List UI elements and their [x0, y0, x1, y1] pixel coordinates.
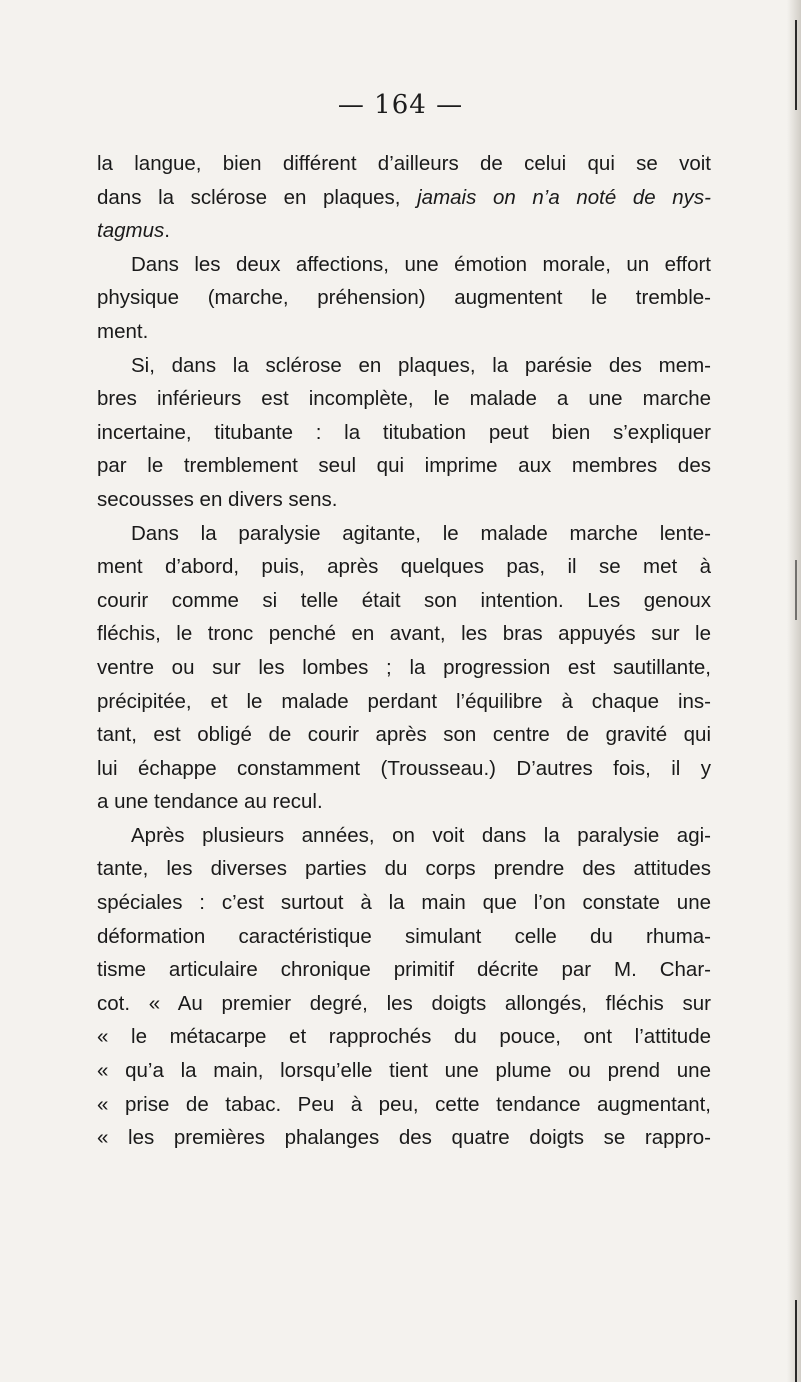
text-segment: courir comme si telle était son intention. Les genoux: [97, 588, 711, 612]
text-segment: déformation caractéristique simulant celle du rhuma-: [97, 924, 711, 948]
text-segment: bres inférieurs est incomplète, le malade a une marche: [97, 387, 711, 411]
text-line: [97, 617, 711, 651]
page-number: — 164 —: [337, 90, 464, 120]
text-segment: par le tremblement seul qui imprime aux membres des: [97, 454, 711, 478]
text-segment: tant, est obligé de courir après son centre de gravité qui: [97, 723, 711, 747]
text-segment: « les premières phalanges des quatre doigts se rappro-: [97, 1126, 711, 1150]
text-line: [97, 718, 711, 752]
text-line: [97, 886, 711, 920]
text-line: [97, 382, 711, 416]
text-segment: tante, les diverses parties du corps prendre des attitudes: [97, 857, 711, 881]
text-line: [97, 1121, 711, 1155]
text-segment: physique (marche, préhension) augmentent le tremble-: [97, 286, 711, 310]
italic-text: jamais on n’a noté de nys-: [417, 185, 711, 209]
text-segment: a une tendance au recul.: [97, 790, 323, 814]
text-segment: Après plusieurs années, on voit dans la paralysie agi-: [131, 823, 711, 847]
text-line: [97, 416, 711, 450]
body-text: [97, 147, 711, 1155]
text-segment: ventre ou sur les lombes ; la progression est sautillante,: [97, 655, 711, 679]
text-segment: incertaine, titubante : la titubation peut bien s’expliquer: [97, 420, 711, 444]
page-edge-mark: [795, 20, 797, 110]
text-line: [97, 852, 711, 886]
page-edge-shadow: [787, 0, 801, 1382]
text-segment: Si, dans la sclérose en plaques, la parésie des mem-: [131, 353, 711, 377]
text-segment: ment d’abord, puis, après quelques pas, il se met à: [97, 555, 711, 579]
text-segment: « le métacarpe et rapprochés du pouce, ont l’attitude: [97, 1025, 711, 1049]
text-segment: lui échappe constamment (Trousseau.) D’autres fois, il y: [97, 756, 711, 780]
text-segment: Dans les deux affections, une émotion morale, un effort: [131, 252, 711, 276]
text-line: [97, 214, 711, 248]
text-line: [97, 584, 711, 618]
text-line: [97, 1054, 711, 1088]
text-line: [97, 1020, 711, 1054]
text-line: [97, 181, 711, 215]
text-line: [97, 819, 711, 853]
text-segment: la langue, bien différent d’ailleurs de celui qui se voit: [97, 152, 711, 175]
page-edge-mark: [795, 560, 797, 620]
text-segment: précipitée, et le malade perdant l’équilibre à chaque ins-: [97, 689, 711, 713]
text-segment: fléchis, le tronc penché en avant, les bras appuyés sur le: [97, 622, 711, 646]
text-line: [97, 651, 711, 685]
text-line: [97, 752, 711, 786]
text-line: [97, 281, 711, 315]
text-line: [97, 550, 711, 584]
text-line: [97, 248, 711, 282]
text-segment: Dans la paralysie agitante, le malade marche lente-: [131, 521, 711, 545]
text-line: [97, 1088, 711, 1122]
italic-text: tagmus: [97, 219, 165, 243]
page-edge-mark: [795, 1300, 797, 1382]
text-line: [97, 349, 711, 383]
text-segment: « qu’a la main, lorsqu’elle tient une plume ou prend une: [97, 1059, 711, 1083]
text-segment: secousses en divers sens.: [97, 487, 338, 511]
text-line: [97, 953, 711, 987]
text-line: [97, 517, 711, 551]
text-line: [97, 685, 711, 719]
text-segment: ment.: [97, 319, 149, 343]
text-segment: dans la sclérose en plaques,: [97, 185, 418, 209]
text-line: [97, 449, 711, 483]
text-segment: spéciales : c’est surtout à la main que l’on constate une: [97, 891, 711, 915]
text-segment: cot. « Au premier degré, les doigts allongés, fléchis sur: [97, 991, 711, 1015]
text-segment: tisme articulaire chronique primitif décrite par M. Char-: [97, 958, 711, 982]
text-line: [97, 147, 711, 181]
text-line: [97, 785, 711, 819]
text-line: [97, 987, 711, 1021]
text-segment: .: [164, 219, 170, 243]
text-line: [97, 920, 711, 954]
text-line: [97, 483, 711, 517]
text-line: [97, 315, 711, 349]
text-segment: « prise de tabac. Peu à peu, cette tendance augmentant,: [97, 1092, 711, 1116]
